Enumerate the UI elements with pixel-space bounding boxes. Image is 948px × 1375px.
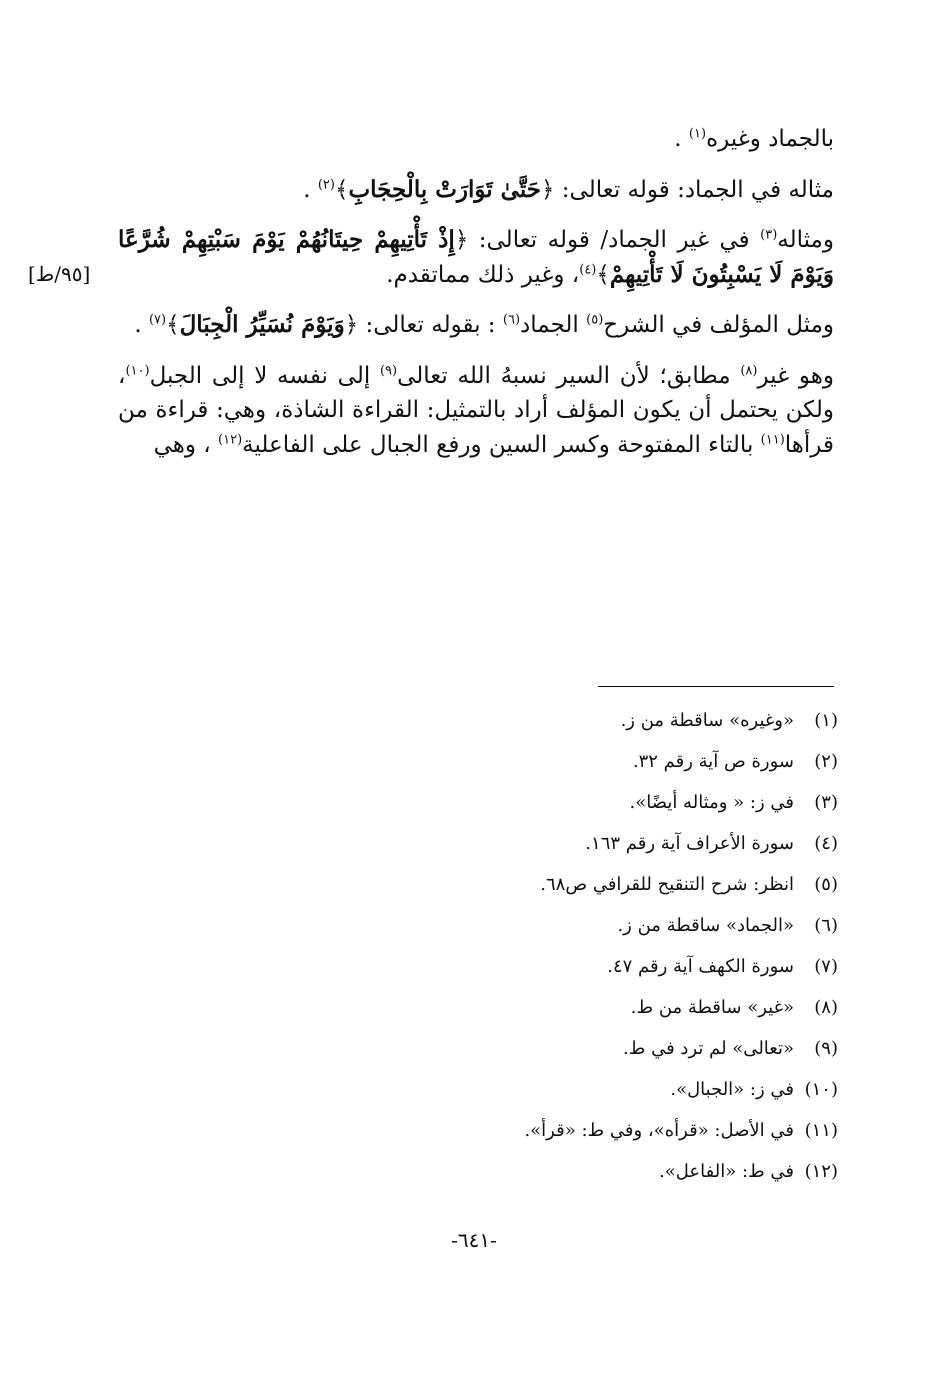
- paragraph-5: [118, 359, 834, 463]
- footnote-item: [338, 864, 838, 905]
- footnote-ref-9: (٩): [379, 362, 398, 378]
- quran-close-bracket: ﴾: [166, 312, 180, 338]
- text-segment: .: [134, 312, 149, 338]
- footnote-item: [338, 823, 838, 864]
- quran-verse: حَتَّىٰ تَوَارَتْ بِالْحِجَابِ: [348, 175, 541, 203]
- quran-open-bracket: ﴿: [454, 227, 469, 253]
- text-segment: ومثاله: [777, 227, 834, 253]
- text-segment: الجماد: [520, 312, 587, 338]
- text-segment: : بقوله تعالى:: [358, 312, 503, 338]
- footnotes: [338, 700, 838, 1192]
- footnote-ref-12: (١٢): [218, 431, 243, 447]
- footnote-number: (٦): [814, 915, 838, 936]
- footnote-item: [338, 700, 838, 741]
- text-segment: ، وهي: [153, 431, 219, 458]
- text-segment: .: [674, 126, 689, 152]
- footnote-ref-7: (٧): [148, 312, 167, 328]
- footnote-ref-8: (٨): [740, 362, 758, 378]
- text-segment: .: [303, 176, 318, 203]
- paragraph-1: [118, 122, 834, 157]
- footnote-ref-5: (٥): [586, 312, 604, 328]
- footnote-item: [338, 1069, 838, 1110]
- footnote-text: سورة الكهف آية رقم ٤٧.: [607, 956, 794, 977]
- text-segment: مثاله في الجماد: قوله تعالى:: [554, 176, 834, 203]
- footnote-text: «تعالى» لم ترد في ط.: [623, 1038, 794, 1059]
- footnote-number: (٣): [814, 792, 838, 813]
- text-segment: ومثل المؤلف في الشرح: [603, 312, 834, 338]
- text-segment: ، ولكن يحتمل أن يكون المؤلف أراد بالتمثيل: القراءة الشاذة، وهي: قراءة من قرأها: [118, 362, 834, 458]
- footnote-item: [338, 1028, 838, 1069]
- footnote-text: سورة الأعراف آية رقم ١٦٣.: [585, 833, 794, 854]
- footnote-text: «غير» ساقطة من ط.: [630, 997, 794, 1018]
- margin-reference: [٩٥/ط]: [28, 262, 91, 286]
- footnote-text: انظر: شرح التنقيح للقرافي ص٦٨.: [540, 874, 794, 895]
- text-segment: بالجماد وغيره: [706, 126, 834, 152]
- text-segment: ، وغير ذلك مماتقدم.: [386, 261, 580, 288]
- text-segment: بالتاء المفتوحة وكسر السين ورفع الجبال على الفاعلية: [242, 431, 761, 458]
- quran-close-bracket: ﴾: [334, 176, 349, 203]
- text-segment: وهو غير: [757, 362, 834, 389]
- page-number: -٦٤١-: [451, 1228, 497, 1252]
- footnote-number: (١): [814, 710, 838, 731]
- footnote-ref-4: (٤): [579, 261, 597, 277]
- text-segment: إلى نفسه لا إلى الجبل: [149, 362, 380, 389]
- quran-open-bracket: ﴿: [541, 176, 555, 203]
- footnote-ref-11: (١١): [760, 431, 785, 447]
- text-segment: في غير الجماد/ قوله تعالى:: [468, 227, 761, 253]
- main-text: [118, 122, 834, 478]
- footnote-number: (١١): [804, 1120, 838, 1141]
- footnote-number: (٩): [814, 1038, 838, 1059]
- footnote-item: [338, 1110, 838, 1151]
- paragraph-4: [118, 308, 834, 343]
- footnote-ref-10: (١٠): [125, 362, 150, 378]
- footnote-number: (٢): [814, 751, 838, 772]
- footnote-ref-1: (١): [688, 126, 707, 142]
- footnote-number: (١٠): [804, 1079, 838, 1100]
- quran-verse: إِذْ تَأْتِيهِمْ حِيتَانُهُمْ يَوْمَ سَبْتِهِمْ شُرَّعًا وَيَوْمَ لَا يَسْبِتُونَ لَا تَأْتِيهِمْ: [118, 226, 834, 288]
- quran-open-bracket: ﴿: [344, 312, 359, 338]
- footnote-number: (١٢): [804, 1161, 838, 1182]
- footnote-item: [338, 946, 838, 987]
- footnote-item: [338, 905, 838, 946]
- footnote-separator: [598, 686, 834, 687]
- footnote-text: سورة ص آية رقم ٣٢.: [632, 751, 794, 772]
- footnote-item: [338, 987, 838, 1028]
- footnote-ref-6: (٦): [502, 312, 521, 328]
- text-segment: مطابق؛ لأن السير نسبهُ الله تعالى: [397, 362, 741, 389]
- footnote-item: [338, 782, 838, 823]
- footnote-ref-2: (٢): [317, 176, 335, 192]
- footnote-number: (٤): [814, 833, 838, 854]
- quran-close-bracket: ﴾: [596, 261, 610, 288]
- footnote-text: في ز: « ومثاله أيضًا».: [629, 792, 794, 813]
- paragraph-2: [118, 173, 834, 208]
- footnote-text: في ط: «الفاعل».: [659, 1161, 794, 1182]
- footnote-text: «الجماد» ساقطة من ز.: [617, 915, 794, 936]
- footnote-text: في الأصل: «قرأه»، وفي ط: «قرأ».: [524, 1120, 794, 1141]
- footnote-number: (٧): [814, 956, 838, 977]
- footnote-item: [338, 1151, 838, 1192]
- footnote-text: «وغيره» ساقطة من ز.: [620, 710, 794, 731]
- footnote-number: (٨): [814, 997, 838, 1018]
- paragraph-3: [118, 223, 834, 292]
- footnote-number: (٥): [814, 874, 838, 895]
- footnote-item: [338, 741, 838, 782]
- footnote-ref-3: (٣): [760, 227, 778, 243]
- footnote-text: في ز: «الجبال».: [670, 1079, 794, 1100]
- quran-verse: وَيَوْمَ نُسَيِّرُ الْجِبَالَ: [179, 311, 345, 338]
